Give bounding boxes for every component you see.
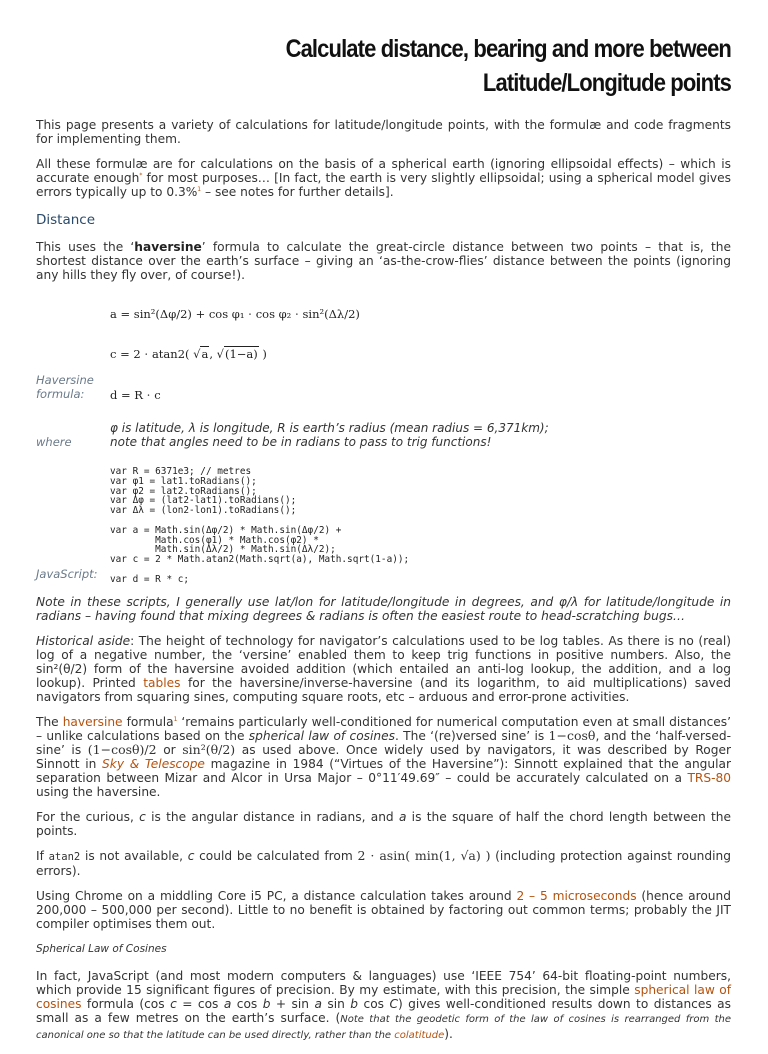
footnote-link[interactable]: 1 bbox=[173, 715, 178, 723]
footnote-link[interactable]: * bbox=[139, 171, 143, 179]
haversine-paragraph: The haversine formula$^1$ ‘remains particularly well-conditioned for numerical computation even at small distances’ – unlike calculations based on the spherical law of cosines. The ‘(re)versed sine’ is 1−cosθ, and the ‘half-versed-sine’ is (1−cosθ)/2 or sin²(θ/2) as used above. Once widely used by navigators, it was described by Roger Sinnott in Sky & Telescope magazine in 1984 (“Virtues of the Haversine”): Sinnott explained that the angular separation between Mizar and Alcor in Ursa Major – 0°11′49.69″ – could be accurately calculated on a TRS-80 using the haversine. bbox=[36, 715, 732, 799]
javascript-label: JavaScript: bbox=[36, 567, 98, 581]
page bbox=[36, 32, 731, 1054]
formula-a: a = sin²(Δφ/2) + cos φ₁ ⋅ cos φ₂ ⋅ sin²(Δλ/2) bbox=[110, 307, 360, 321]
sky-telescope-link[interactable]: Sky & Telescope bbox=[102, 757, 205, 771]
javascript-code-block bbox=[36, 467, 731, 595]
where-label: where bbox=[36, 435, 72, 449]
formula-c: c = 2 ⋅ atan2( √a, √(1−a) ) bbox=[110, 347, 267, 361]
haversine-link[interactable]: haversine bbox=[62, 715, 123, 729]
historical-aside-paragraph: Historical aside: The height of technology for navigator’s calculations used to be log tables. As there is no (real) log of a negative number, the ‘versine’ enabled them to keep trig functions in positive numbers. Also, the sin²(θ/2) form of the haversine avoided addition (which entailed an anti-log lookup, the addition, and a log lookup). Printed tables for the haversine/inverse-haversine (and its logarithm, to aid multiplications) saved navigators from squaring sines, computing square roots, etc – arduous and error-prone activities. bbox=[36, 634, 732, 704]
microseconds-link[interactable]: 2 – 5 microseconds bbox=[516, 889, 637, 903]
colatitude-link[interactable]: colatitude bbox=[394, 1030, 445, 1041]
haversine-formula-label: Haversine formula: bbox=[36, 373, 94, 401]
subheading-spherical-law-of-cosines: Spherical Law of Cosines bbox=[36, 943, 167, 955]
where-description: φ is latitude, λ is longitude, R is earth’s radius (mean radius = 6,371km); note that angles need to be in radians to pass to trig functions! bbox=[110, 421, 549, 449]
tables-link[interactable]: tables bbox=[143, 676, 181, 690]
haversine-formula-block bbox=[36, 293, 731, 461]
intro-paragraph-1: This page presents a variety of calculations for latitude/longitude points, with the formulæ and code fragments for implementing them. bbox=[36, 118, 731, 146]
slc-paragraph: In fact, JavaScript (and most modern computers & languages) use ‘IEEE 754’ 64-bit floating-point numbers, which provide 15 significant figures of precision. By my estimate, with this precision, the simple spherical law of cosines formula (cos c = cos a cos b + sin a sin b cos C) gives well-conditioned results down to distances as small as a few metres on the earth’s surface. (Note that the geodetic form of the law of cosines is rearranged from the canonical one so that the latitude can be used directly, rather than the colatitude). bbox=[36, 969, 732, 1041]
formula-d: d = R ⋅ c bbox=[110, 388, 161, 402]
chrome-paragraph: Using Chrome on a middling Core i5 PC, a distance calculation takes around 2 – 5 microseconds (hence around 200,000 – 500,000 per second). Little to no benefit is obtained by factoring out common terms; probably the JIT compiler optimises them out. bbox=[36, 889, 731, 931]
note-paragraph: Note in these scripts, I generally use lat/lon for latitude/longitude in degrees, and φ/λ for latitude/longitude in radians – having found that mixing degrees & radians is often the easiest route to head-scratching bugs… bbox=[36, 595, 731, 623]
section-heading-distance: Distance bbox=[36, 212, 96, 228]
trs80-link[interactable]: TRS-80 bbox=[687, 771, 731, 785]
curious-paragraph: For the curious, c is the angular distance in radians, and a is the square of half the chord length between the points. bbox=[36, 810, 731, 838]
atan2-paragraph: If atan2 is not available, c could be calculated from 2 ⋅ asin( min(1, √a) ) (including protection against rounding errors). bbox=[36, 848, 731, 878]
code-snippet: var R = 6371e3; // metres var φ1 = lat1.toRadians(); var φ2 = lat2.toRadians(); var Δφ = (lat2-lat1).toRadians(); var Δλ = (lon2-lon1).toRadians(); var a = Math.sin(Δφ/2) * Math.sin(Δφ/2) + Math.cos(φ1) * Math.cos(φ2) * Math.sin(Δλ/2) * Math.sin(Δλ/2); var c = 2 * Math.atan2(Math.sqrt(a), Math.sqrt(1-a)); var d = R * c; bbox=[110, 466, 410, 585]
slc-link[interactable]: spherical law of cosines bbox=[36, 983, 731, 1011]
footnote-link[interactable]: 1 bbox=[197, 185, 202, 193]
intro-paragraph-2: All these formulæ are for calculations on the basis of a spherical earth (ignoring ellipsoidal effects) – which is accurate enough* for most purposes… [In fact, the earth is very slightly ellipsoidal; using a spherical model gives errors typically up to 0.3%$^1$ – see notes for further details]. bbox=[36, 157, 731, 199]
page-title: Calculate distance, bearing and more between Latitude/Longitude points bbox=[285, 35, 731, 97]
distance-paragraph: This uses the ‘haversine’ formula to calculate the great-circle distance between two points – that is, the shortest distance over the earth’s surface – giving an ‘as-the-crow-flies’ distance between the points (ignoring any hills they fly over, of course!). bbox=[36, 240, 731, 282]
